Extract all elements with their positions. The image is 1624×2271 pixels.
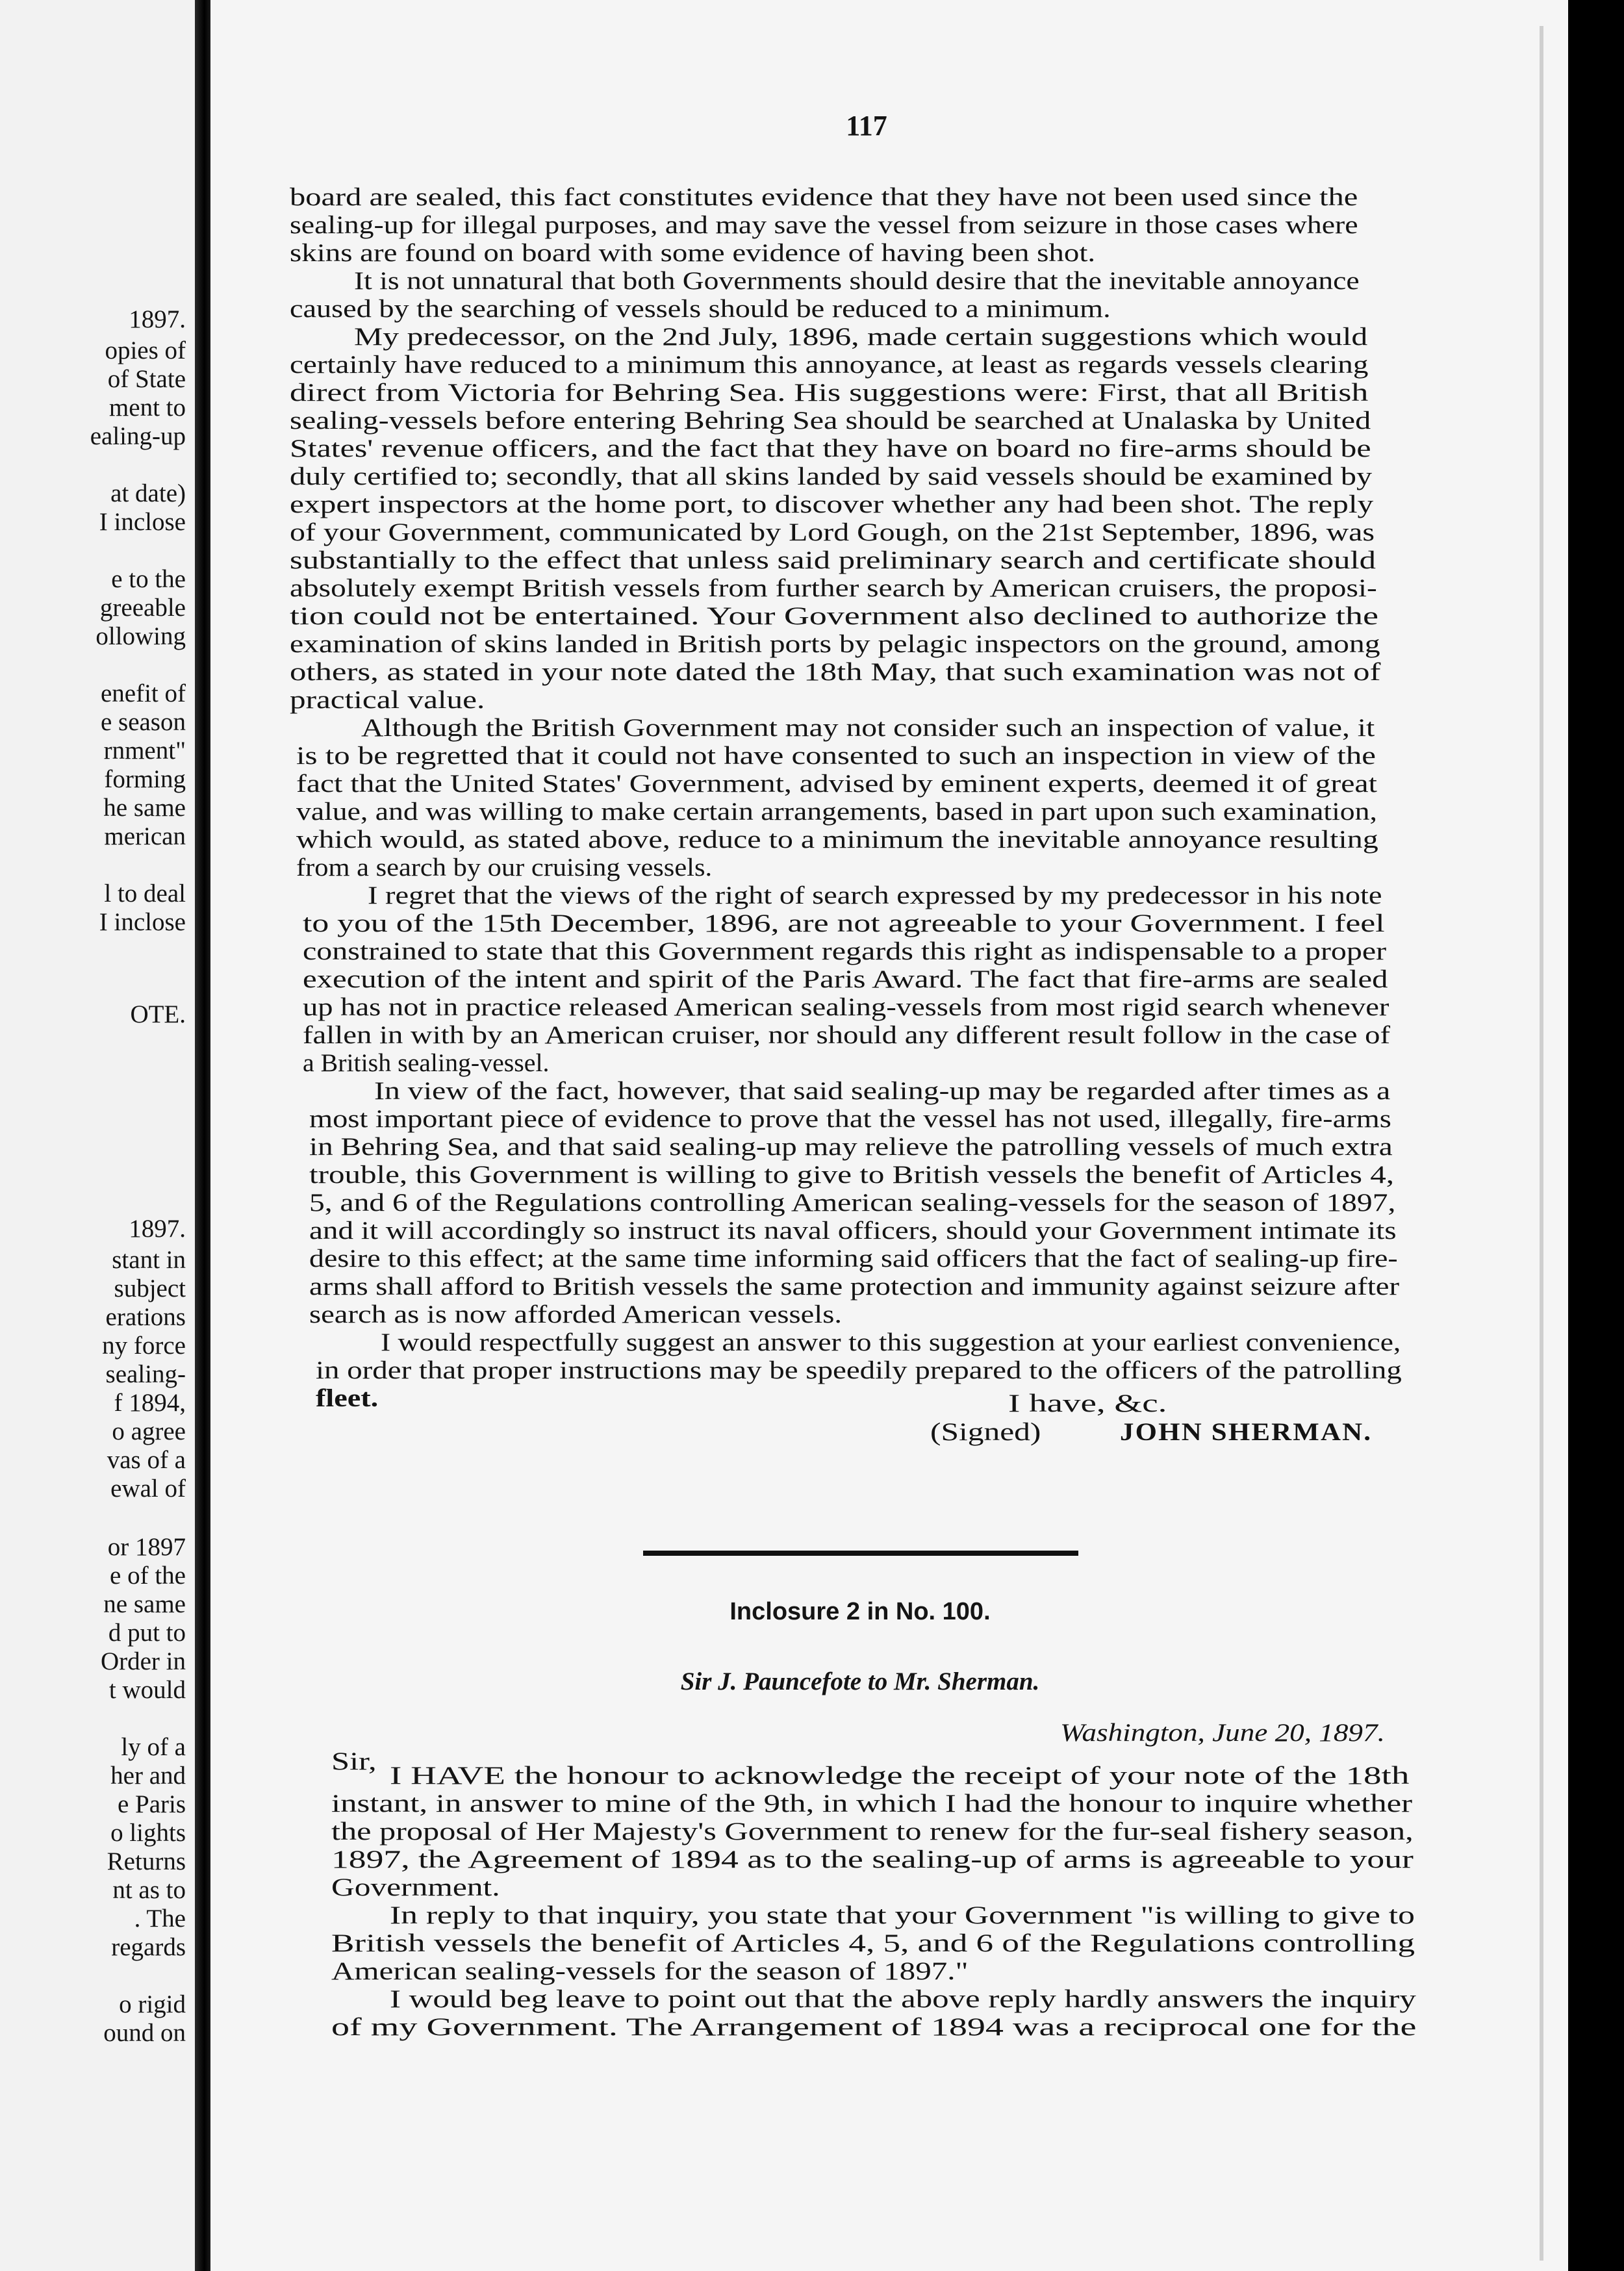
left-page-line: ealing-up bbox=[90, 422, 186, 450]
left-page-line: opies of bbox=[105, 336, 186, 364]
letter-text-line: direct from Victoria for Behring Sea. His suggestions were: First, that all British bbox=[290, 379, 1369, 407]
left-page-line: her and bbox=[110, 1762, 186, 1790]
left-page-line: ny force bbox=[102, 1332, 186, 1360]
left-page-line: or 1897 bbox=[107, 1533, 186, 1561]
letter-text-line: others, as stated in your note dated the 18th May, that such examination was not of bbox=[290, 658, 1381, 686]
left-page-line: erations bbox=[105, 1303, 186, 1331]
left-page-line: ly of a bbox=[121, 1733, 186, 1761]
letter-text-line: which would, as stated above, reduce to a minimum the inevitable annoyance resulting bbox=[296, 826, 1378, 854]
reply-text-line: British vessels the benefit of Articles 4, 5, and 6 of the Regulations controlling bbox=[331, 1929, 1415, 1957]
dateline: Washington, June 20, 1897. bbox=[1060, 1719, 1385, 1747]
letter-text-line: Although the British Government may not consider such an inspection of value, it bbox=[361, 714, 1375, 742]
letter-text-line: is to be regretted that it could not have consented to such an inspection in view of the bbox=[296, 742, 1376, 770]
left-page-line: Order in bbox=[100, 1647, 186, 1675]
signature-name: JOHN SHERMAN. bbox=[1120, 1418, 1373, 1446]
section-divider-rule bbox=[643, 1551, 1078, 1556]
left-page-line: 1897. bbox=[129, 1215, 186, 1243]
left-page-line: of State bbox=[107, 365, 186, 393]
letter-text-line: and it will accordingly so instruct its naval officers, should your Government intimate its bbox=[309, 1217, 1397, 1245]
left-page-line: o rigid bbox=[119, 1990, 186, 2018]
letter-text-line: 5, and 6 of the Regulations controlling American sealing-vessels for the season of 1897, bbox=[309, 1189, 1396, 1217]
left-page-line: e of the bbox=[110, 1562, 186, 1590]
left-page-line: subject bbox=[114, 1275, 186, 1302]
signed-label: (Signed) bbox=[930, 1418, 1041, 1446]
left-page-line: t would bbox=[108, 1676, 186, 1704]
reply-text-line: of my Government. The Arrangement of 1894 was a reciprocal one for the bbox=[331, 2013, 1417, 2041]
letter-text-line: sealing-up for illegal purposes, and may save the vessel from seizure in those cases where bbox=[290, 211, 1358, 239]
letter-text-line: sealing-vessels before entering Behring Sea should be searched at Unalaska by United bbox=[290, 407, 1371, 435]
right-page bbox=[210, 0, 1568, 2271]
letter-text-line: In view of the fact, however, that said sealing-up may be regarded after times as a bbox=[374, 1077, 1391, 1105]
letter-text-line: most important piece of evidence to prove that the vessel has not used, illegally, fire-arms bbox=[309, 1105, 1391, 1133]
reply-text-line: instant, in answer to mine of the 9th, in which I had the honour to inquire whether bbox=[331, 1790, 1413, 1818]
reply-text-line: 1897, the Agreement of 1894 as to the sealing-up of arms is agreeable to your bbox=[331, 1846, 1414, 1873]
left-page-line: he same bbox=[103, 794, 186, 822]
reply-text-line: American sealing-vessels for the season of 1897." bbox=[331, 1957, 969, 1985]
left-page-line: regards bbox=[111, 1933, 186, 1961]
left-page-line: enefit of bbox=[100, 679, 186, 707]
letter-subheading: Sir J. Pauncefote to Mr. Sherman. bbox=[680, 1668, 1040, 1695]
left-page-line: rnment" bbox=[103, 737, 186, 765]
left-page-line: at date) bbox=[110, 479, 186, 507]
letter-text-line: certainly have reduced to a minimum this annoyance, at least as regards vessels clearing bbox=[290, 351, 1369, 379]
letter-text-line: trouble, this Government is willing to give to British vessels the benefit of Articles 4, bbox=[309, 1161, 1394, 1189]
page-edge-strip bbox=[1540, 26, 1543, 2261]
left-page-line: sealing- bbox=[105, 1360, 186, 1388]
letter-text-line: in Behring Sea, and that said sealing-up may relieve the patrolling vessels of much extra bbox=[309, 1133, 1393, 1161]
left-page-line: ound on bbox=[103, 2019, 186, 2047]
letter-text-line: substantially to the effect that unless said preliminary search and certificate should bbox=[290, 546, 1376, 574]
letter-text-line: States' revenue officers, and the fact that they have on board no fire-arms should be bbox=[290, 435, 1371, 463]
letter-text-line: fact that the United States' Government, advised by eminent experts, deemed it of great bbox=[296, 770, 1377, 798]
letter-text-line: I regret that the views of the right of search expressed by my predecessor in his note bbox=[368, 882, 1382, 909]
letter-text-line: My predecessor, on the 2nd July, 1896, made certain suggestions which would bbox=[354, 323, 1368, 351]
left-page-line: e season bbox=[100, 708, 186, 736]
left-page-line: vas of a bbox=[107, 1446, 186, 1474]
letter-text-line: board are sealed, this fact constitutes evidence that they have not been used since the bbox=[290, 183, 1358, 211]
closing-line: I have, &c. bbox=[1008, 1389, 1167, 1417]
letter-text-line: up has not in practice released American sealing-vessels from most rigid search whenever bbox=[303, 993, 1389, 1021]
letter-text-line: of your Government, communicated by Lord Gough, on the 21st September, 1896, was bbox=[290, 518, 1375, 546]
book-gutter bbox=[195, 0, 210, 2271]
letter-text-line: caused by the searching of vessels should be reduced to a minimum. bbox=[290, 295, 1111, 323]
letter-text-line: constrained to state that this Government regards this right as indispensable to a proper bbox=[303, 937, 1387, 965]
left-page-line: o agree bbox=[112, 1417, 186, 1445]
scan-border bbox=[1568, 0, 1624, 2271]
letter-text-line: tion could not be entertained. Your Government also declined to authorize the bbox=[290, 602, 1378, 630]
letter-text-line: expert inspectors at the home port, to discover whether any had been shot. The reply bbox=[290, 490, 1374, 518]
left-page-line: l to deal bbox=[104, 880, 186, 907]
letter-text-line: I would respectfully suggest an answer to this suggestion at your earliest convenience, bbox=[381, 1328, 1401, 1356]
left-page-line: o lights bbox=[110, 1819, 186, 1847]
reply-text-line: I HAVE the honour to acknowledge the receipt of your note of the 18th bbox=[390, 1762, 1410, 1790]
left-page bbox=[0, 0, 195, 2271]
inclosure-heading: Inclosure 2 in No. 100. bbox=[730, 1598, 991, 1625]
letter-text-line: in order that proper instructions may be speedily prepared to the officers of the patrolling bbox=[316, 1356, 1402, 1384]
letter-text-line: a British sealing-vessel. bbox=[303, 1049, 550, 1077]
left-page-line: f 1894, bbox=[114, 1389, 186, 1417]
reply-text-line: I would beg leave to point out that the above reply hardly answers the inquiry bbox=[390, 1985, 1416, 2013]
letter-text-line: fallen in with by an American cruiser, nor should any different result follow in the case of bbox=[303, 1021, 1391, 1049]
letter-text-line: It is not unnatural that both Governments should desire that the inevitable annoyance bbox=[354, 267, 1360, 295]
letter-text-line: arms shall afford to British vessels the same protection and immunity against seizure after bbox=[309, 1273, 1399, 1300]
left-page-line: e Paris bbox=[117, 1790, 186, 1818]
left-page-line: ollowing bbox=[95, 622, 186, 650]
left-page-line: OTE. bbox=[130, 1000, 186, 1028]
letter-text-line: fleet. bbox=[316, 1384, 379, 1412]
left-page-line: nt as to bbox=[112, 1876, 186, 1904]
letter-text-line: search as is now afforded American vessels. bbox=[309, 1300, 842, 1328]
letter-text-line: value, and was willing to make certain arrangements, based in part upon such examination, bbox=[296, 798, 1377, 826]
left-page-line: 1897. bbox=[129, 305, 186, 333]
left-page-line: merican bbox=[104, 822, 186, 850]
page-number: 117 bbox=[846, 110, 887, 142]
left-page-line: e to the bbox=[111, 565, 186, 593]
salutation: Sir, bbox=[331, 1747, 377, 1775]
letter-text-line: desire to this effect; at the same time informing said officers that the fact of sealing-up fire- bbox=[309, 1245, 1398, 1273]
letter-text-line: practical value. bbox=[290, 686, 485, 714]
left-page-line: ne same bbox=[103, 1590, 186, 1618]
left-page-line: . The bbox=[134, 1905, 186, 1933]
left-page-line: ment to bbox=[108, 394, 186, 422]
letter-text-line: examination of skins landed in British ports by pelagic inspectors on the ground, among bbox=[290, 630, 1380, 658]
reply-text-line: the proposal of Her Majesty's Government to renew for the fur-seal fishery season, bbox=[331, 1818, 1414, 1846]
reply-text-line: In reply to that inquiry, you state that your Government "is willing to give to bbox=[390, 1901, 1415, 1929]
left-page-line: I inclose bbox=[99, 908, 186, 936]
left-page-line: stant in bbox=[112, 1246, 186, 1274]
letter-text-line: absolutely exempt British vessels from further search by American cruisers, the proposi- bbox=[290, 574, 1377, 602]
left-page-line: ewal of bbox=[110, 1475, 186, 1503]
letter-text-line: skins are found on board with some evidence of having been shot. bbox=[290, 239, 1096, 267]
left-page-line: d put to bbox=[108, 1619, 186, 1647]
reply-text-line: Government. bbox=[331, 1873, 500, 1901]
left-page-line: greeable bbox=[99, 594, 186, 622]
left-page-line: I inclose bbox=[99, 508, 186, 536]
letter-text-line: from a search by our cruising vessels. bbox=[296, 854, 713, 882]
letter-text-line: duly certified to; secondly, that all skins landed by said vessels should be examined by bbox=[290, 463, 1373, 490]
letter-text-line: to you of the 15th December, 1896, are not agreeable to your Government. I feel bbox=[303, 909, 1385, 937]
left-page-line: Returns bbox=[107, 1847, 186, 1875]
letter-text-line: execution of the intent and spirit of the Paris Award. The fact that fire-arms are sealed bbox=[303, 965, 1388, 993]
left-page-line: forming bbox=[104, 765, 186, 793]
